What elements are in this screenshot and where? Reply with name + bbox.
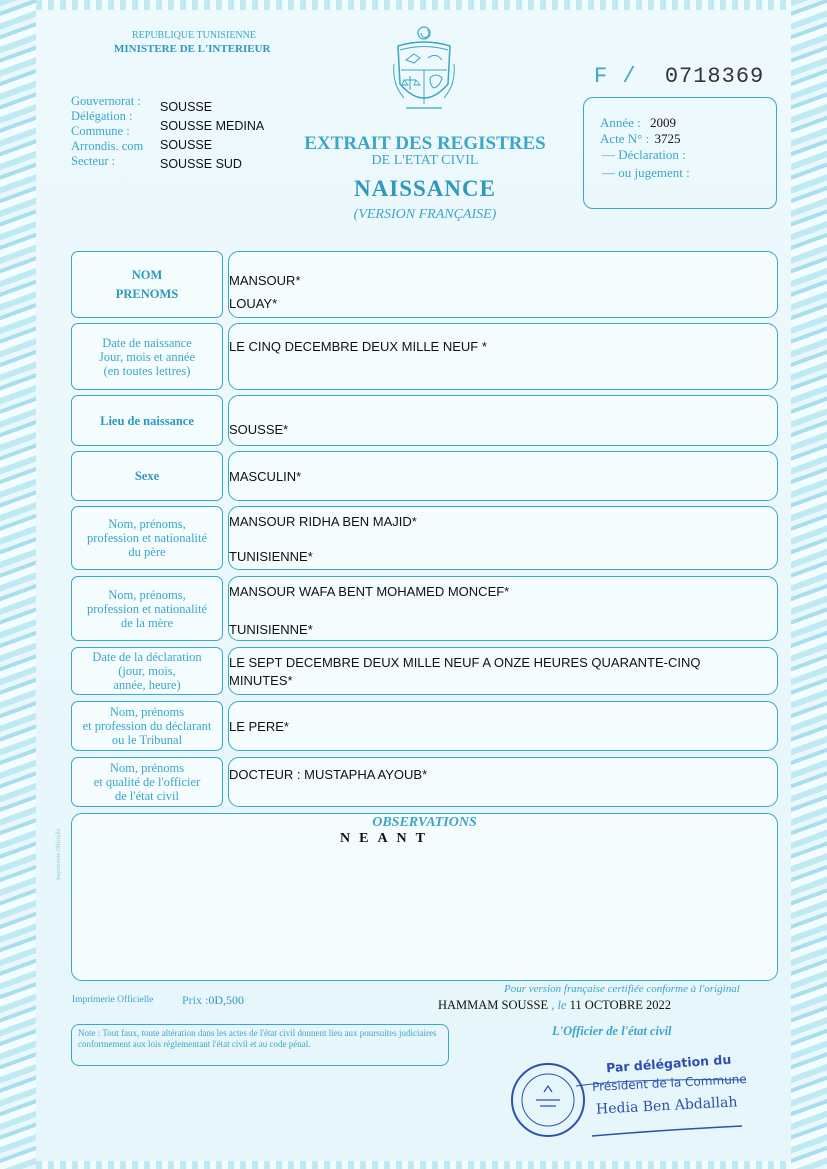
location-values: [160, 98, 264, 174]
mere-nationality-value: TUNISIENNE*: [229, 622, 313, 637]
row-value-nom: [228, 251, 778, 318]
row-label-mere-text: Nom, prénoms, profession et nationalité de la mère: [86, 587, 208, 630]
secteur-label: Secteur :: [71, 154, 116, 168]
declaration-label: — Déclaration :: [602, 147, 686, 162]
pere-name-value: MANSOUR RIDHA BEN MAJID*: [229, 514, 417, 529]
jugement-label: — ou jugement :: [602, 165, 690, 180]
row-value-declarant: [228, 701, 778, 751]
prix: [182, 993, 244, 1008]
row-value-sexe: [228, 451, 778, 501]
row-label-sexe-text: Sexe: [134, 469, 160, 483]
le-label: , le: [551, 998, 567, 1012]
annee-label: Année :: [600, 115, 641, 130]
date-value: 11 OCTOBRE 2022: [569, 998, 672, 1012]
observations-title: OBSERVATIONS: [372, 815, 477, 830]
guilloche-border-left: [0, 0, 36, 1169]
arrondissement-label: Arrondis. com: [71, 139, 144, 153]
acte-details: [600, 115, 690, 181]
row-label-declarant: [71, 701, 223, 751]
prix-label: Prix :: [182, 993, 209, 1007]
mere-name-value: MANSOUR WAFA BENT MOHAMED MONCEF*: [229, 584, 510, 599]
serial-number: [594, 64, 764, 89]
row-value-mere: [228, 576, 778, 641]
row-label-declaration-text: Date de la déclaration (jour, mois, année, heure): [92, 650, 202, 692]
prix-value: 0D,500: [208, 993, 245, 1007]
republic-label: REPUBLIQUE TUNISIENNE: [132, 30, 256, 41]
printer-edge-text: Imprimerie Officielle: [56, 828, 62, 880]
tunisia-coat-of-arms-icon: [392, 24, 456, 116]
imprimerie-label: Imprimerie Officielle: [72, 995, 154, 1005]
annee-value: 2009: [650, 115, 677, 130]
row-label-nom-text: NOM PRENOMS: [115, 267, 179, 301]
commune-label: Commune :: [71, 124, 130, 138]
row-label-declarant-text: Nom, prénoms et profession du déclarant ou le Tribunal: [82, 705, 212, 747]
row-label-pere: [71, 506, 223, 570]
delegation-label: Délégation :: [71, 109, 133, 123]
title-naissance: NAISSANCE: [354, 176, 496, 201]
serial-prefix: F /: [594, 64, 637, 89]
row-label-officier-text: Nom, prénoms et qualité de l'officier de l'état civil: [93, 761, 201, 803]
row-label-sexe: [71, 451, 223, 501]
declaration-value-line2: MINUTES*: [229, 673, 293, 688]
observations-value: NEANT: [340, 831, 435, 846]
row-value-declaration: [228, 647, 778, 695]
place-date: [438, 998, 671, 1013]
pere-nationality-value: TUNISIENNE*: [229, 549, 313, 564]
row-label-lieu: [71, 395, 223, 446]
signature-name: Hedia Ben Abdallah: [595, 1094, 738, 1118]
row-value-officier: [228, 757, 778, 807]
secteur-value: SOUSSE SUD: [160, 157, 242, 171]
row-label-declaration: [71, 647, 223, 695]
prenoms-value: LOUAY*: [229, 296, 278, 311]
date-naissance-value: LE CINQ DECEMBRE DEUX MILLE NEUF *: [229, 339, 487, 354]
row-label-mere: [71, 576, 223, 641]
certification-text: Pour version française certifiée conforme à l'original: [504, 983, 740, 995]
guilloche-border-right: [791, 0, 827, 1169]
signature-line-1: Par délégation du: [605, 1051, 732, 1076]
gouvernorat-label: Gouvernorat :: [71, 94, 141, 108]
row-label-pere-text: Nom, prénoms, profession et nationalité du père: [86, 517, 208, 559]
signature-line-2: Président de la Commune: [591, 1071, 748, 1095]
row-value-date-naissance: [228, 323, 778, 390]
place-value: HAMMAM SOUSSE: [438, 998, 549, 1012]
sexe-value: MASCULIN*: [229, 469, 302, 484]
row-label-lieu-text: Lieu de naissance: [100, 413, 194, 428]
legal-note: Note : Tout faux, toute altération dans les actes de l'état civil donnent lieu aux poursuites judiciaires conformement aux lois réglementant l'état civil et au code pénal.: [71, 1024, 449, 1066]
ministry-label: MINISTERE DE L'INTERIEUR: [114, 43, 271, 55]
gouvernorat-value: SOUSSE: [160, 100, 213, 114]
printer-edge-mark: [56, 829, 62, 880]
officer-title: L'Officier de l'état civil: [552, 1024, 672, 1038]
guilloche-border-top: [0, 0, 827, 10]
commune-value: SOUSSE: [160, 138, 213, 152]
row-label-date-naissance-text: Date de naissance Jour, mois et année (en toutes lettres): [98, 335, 195, 378]
declaration-value-line1: LE SEPT DECEMBRE DEUX MILLE NEUF A ONZE HEURES QUARANTE-CINQ: [229, 655, 701, 670]
declarant-value: LE PERE*: [229, 719, 289, 734]
lieu-value: SOUSSE*: [229, 422, 289, 437]
guilloche-border-bottom: [0, 1161, 827, 1169]
row-value-pere: [228, 506, 778, 570]
row-label-nom: [71, 251, 223, 318]
acte-number-label: Acte N° :: [600, 131, 650, 146]
row-label-date-naissance: [71, 323, 223, 390]
title-etat-civil: DE L'ETAT CIVIL: [371, 153, 479, 168]
row-label-officier: [71, 757, 223, 807]
delegation-value: SOUSSE MEDINA: [160, 119, 265, 133]
serial-value: 0718369: [664, 64, 765, 89]
acte-number-value: 3725: [654, 131, 681, 146]
officier-value: DOCTEUR : MUSTAPHA AYOUB*: [229, 767, 428, 782]
location-labels: [71, 94, 143, 169]
row-value-lieu: [228, 395, 778, 446]
title-version: (VERSION FRANÇAISE): [353, 207, 497, 222]
title-extrait: EXTRAIT DES REGISTRES: [304, 133, 546, 154]
nom-value: MANSOUR*: [229, 273, 301, 288]
